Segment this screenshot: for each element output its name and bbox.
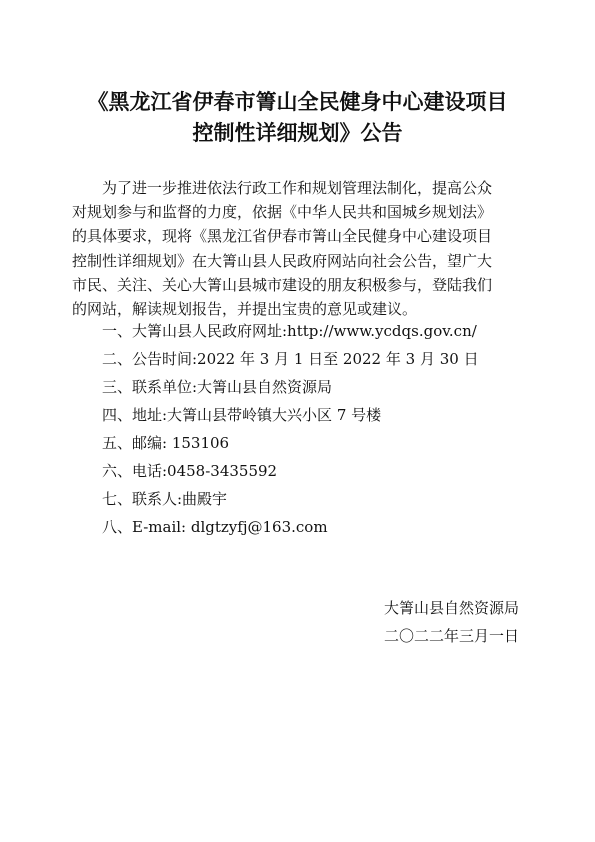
item-contact-person: 七、联系人:曲殿宇 <box>102 490 228 508</box>
item-email: 八、E-mail: dlgtzyfj@163.com <box>102 518 328 536</box>
body-line: 的具体要求，现将《黑龙江省伊春市箐山全民健身中心建设项目 <box>72 227 493 246</box>
signature-organization: 大箐山县自然资源局 <box>384 599 520 617</box>
notice-title-line-2: 控制性详细规划》公告 <box>192 120 403 145</box>
body-line: 对规划参与和监督的力度，依据《中华人民共和国城乡规划法》 <box>72 203 493 222</box>
item-phone: 六、电话:0458-3435592 <box>102 462 278 480</box>
item-address: 四、地址:大箐山县带岭镇大兴小区 7 号楼 <box>102 406 382 424</box>
notice-body-paragraph <box>72 176 532 321</box>
item-notice-period: 二、公告时间:2022 年 3 月 1 日至 2022 年 3 月 30 日 <box>102 350 479 368</box>
item-website: 一、大箐山县人民政府网址:http://www.ycdqs.gov.cn/ <box>102 322 477 340</box>
item-contact-unit: 三、联系单位:大箐山县自然资源局 <box>102 378 333 396</box>
signature-date: 二〇二二年三月一日 <box>384 627 520 645</box>
notice-title-line-1: 《黑龙江省伊春市箐山全民健身中心建设项目 <box>87 89 508 114</box>
body-line: 控制性详细规划》在大箐山县人民政府网站向社会公告，望广大 <box>72 251 493 270</box>
body-line: 市民、关注、关心大箐山县城市建设的朋友积极参与，登陆我们 <box>72 275 493 294</box>
body-line: 为了进一步推进依法行政工作和规划管理法制化，提高公众 <box>102 179 493 197</box>
body-line: 的网站，解读规划报告，并提出宝贵的意见或建议。 <box>72 300 418 319</box>
item-postcode: 五、邮编: 153106 <box>102 434 230 452</box>
